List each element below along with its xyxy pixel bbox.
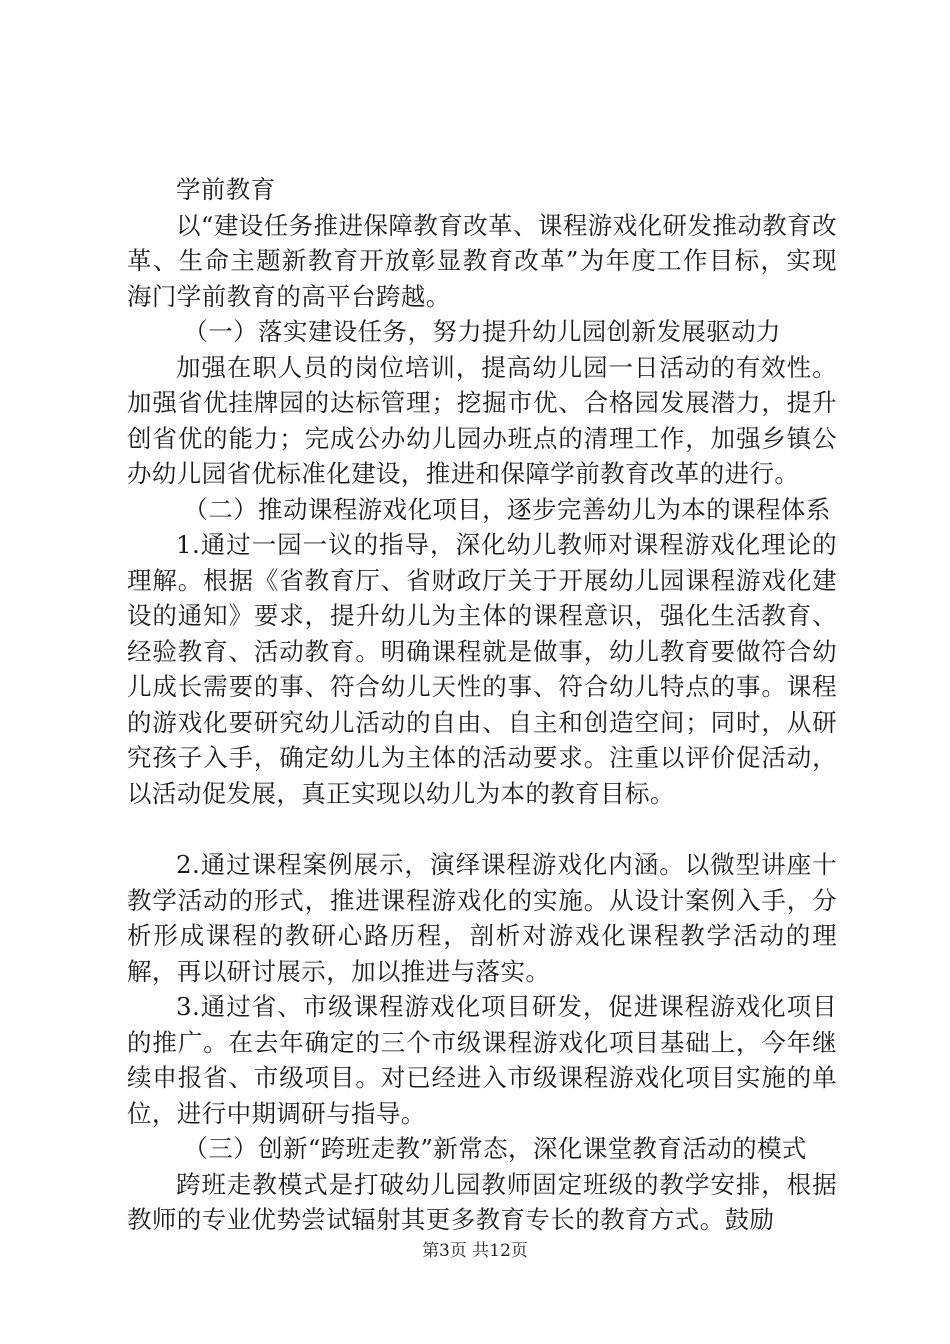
numbered-item-one: 1.通过一园一议的指导，深化幼儿教师对课程游戏化理论的理解。根据《省教育厅、省财政厅关于开展幼儿园课程游戏化建设的通知》要求，提升幼儿为主体的课程意识，强化生活教育、经验教育、活动教育。明确课程就是做事，幼儿教育要做符合幼儿成长需要的事、符合幼儿天性的事、符合幼儿特点的事。课程的游戏化要研究幼儿活动的自由、自主和创造空间；同时，从研究孩子入手，确定幼儿为主体的活动要求。注重以评价促活动，以活动促发展，真正实现以幼儿为本的教育目标。 — [127, 530, 837, 808]
intro-paragraph: 以“建设任务推进保障教育改革、课程游戏化研发推动教育改革、生命主题新教育开放彰显教育改革”为年度工作目标，实现海门学前教育的高平台跨越。 — [127, 210, 837, 311]
subheading-one: （一）落实建设任务，努力提升幼儿园创新发展驱动力 — [183, 317, 781, 346]
body-paragraph-final: 跨班走教模式是打破幼儿园教师固定班级的教学安排，根据教师的专业优势尝试辐射其更多教育专长的教育方式。鼓励 — [127, 1169, 837, 1234]
numbered-item-three: 3.通过省、市级课程游戏化项目研发，促进课程游戏化项目的推广。在去年确定的三个市级课程游戏化项目基础上，今年继续申报省、市级项目。对已经进入市级课程游戏化项目实施的单位，进行中期调研与指导。 — [127, 992, 837, 1128]
document-body — [127, 172, 837, 1238]
page-footer: 第3页 共12页 — [422, 1241, 528, 1261]
subheading-three: （三）创新“跨班走教”新常态，深化课堂教育活动的模式 — [183, 1134, 807, 1163]
body-paragraph: 加强在职人员的岗位培训，提高幼儿园一日活动的有效性。加强省优挂牌园的达标管理；挖掘市优、合格园发展潜力，提升创省优的能力；完成公办幼儿园办班点的清理工作，加强乡镇公办幼儿园省优标准化建设，推进和保障学前教育改革的进行。 — [127, 352, 837, 488]
section-title: 学前教育 — [176, 175, 276, 204]
numbered-item-two: 2.通过课程案例展示，演绎课程游戏化内涵。以微型讲座十教学活动的形式，推进课程游戏化的实施。从设计案例入手，分析形成课程的教研心路历程，剖析对游戏化课程教学活动的理解，再以研讨展示，加以推进与落实。 — [127, 850, 837, 986]
subheading-two: （二）推动课程游戏化项目，逐步完善幼儿为本的课程体系 — [183, 494, 831, 524]
